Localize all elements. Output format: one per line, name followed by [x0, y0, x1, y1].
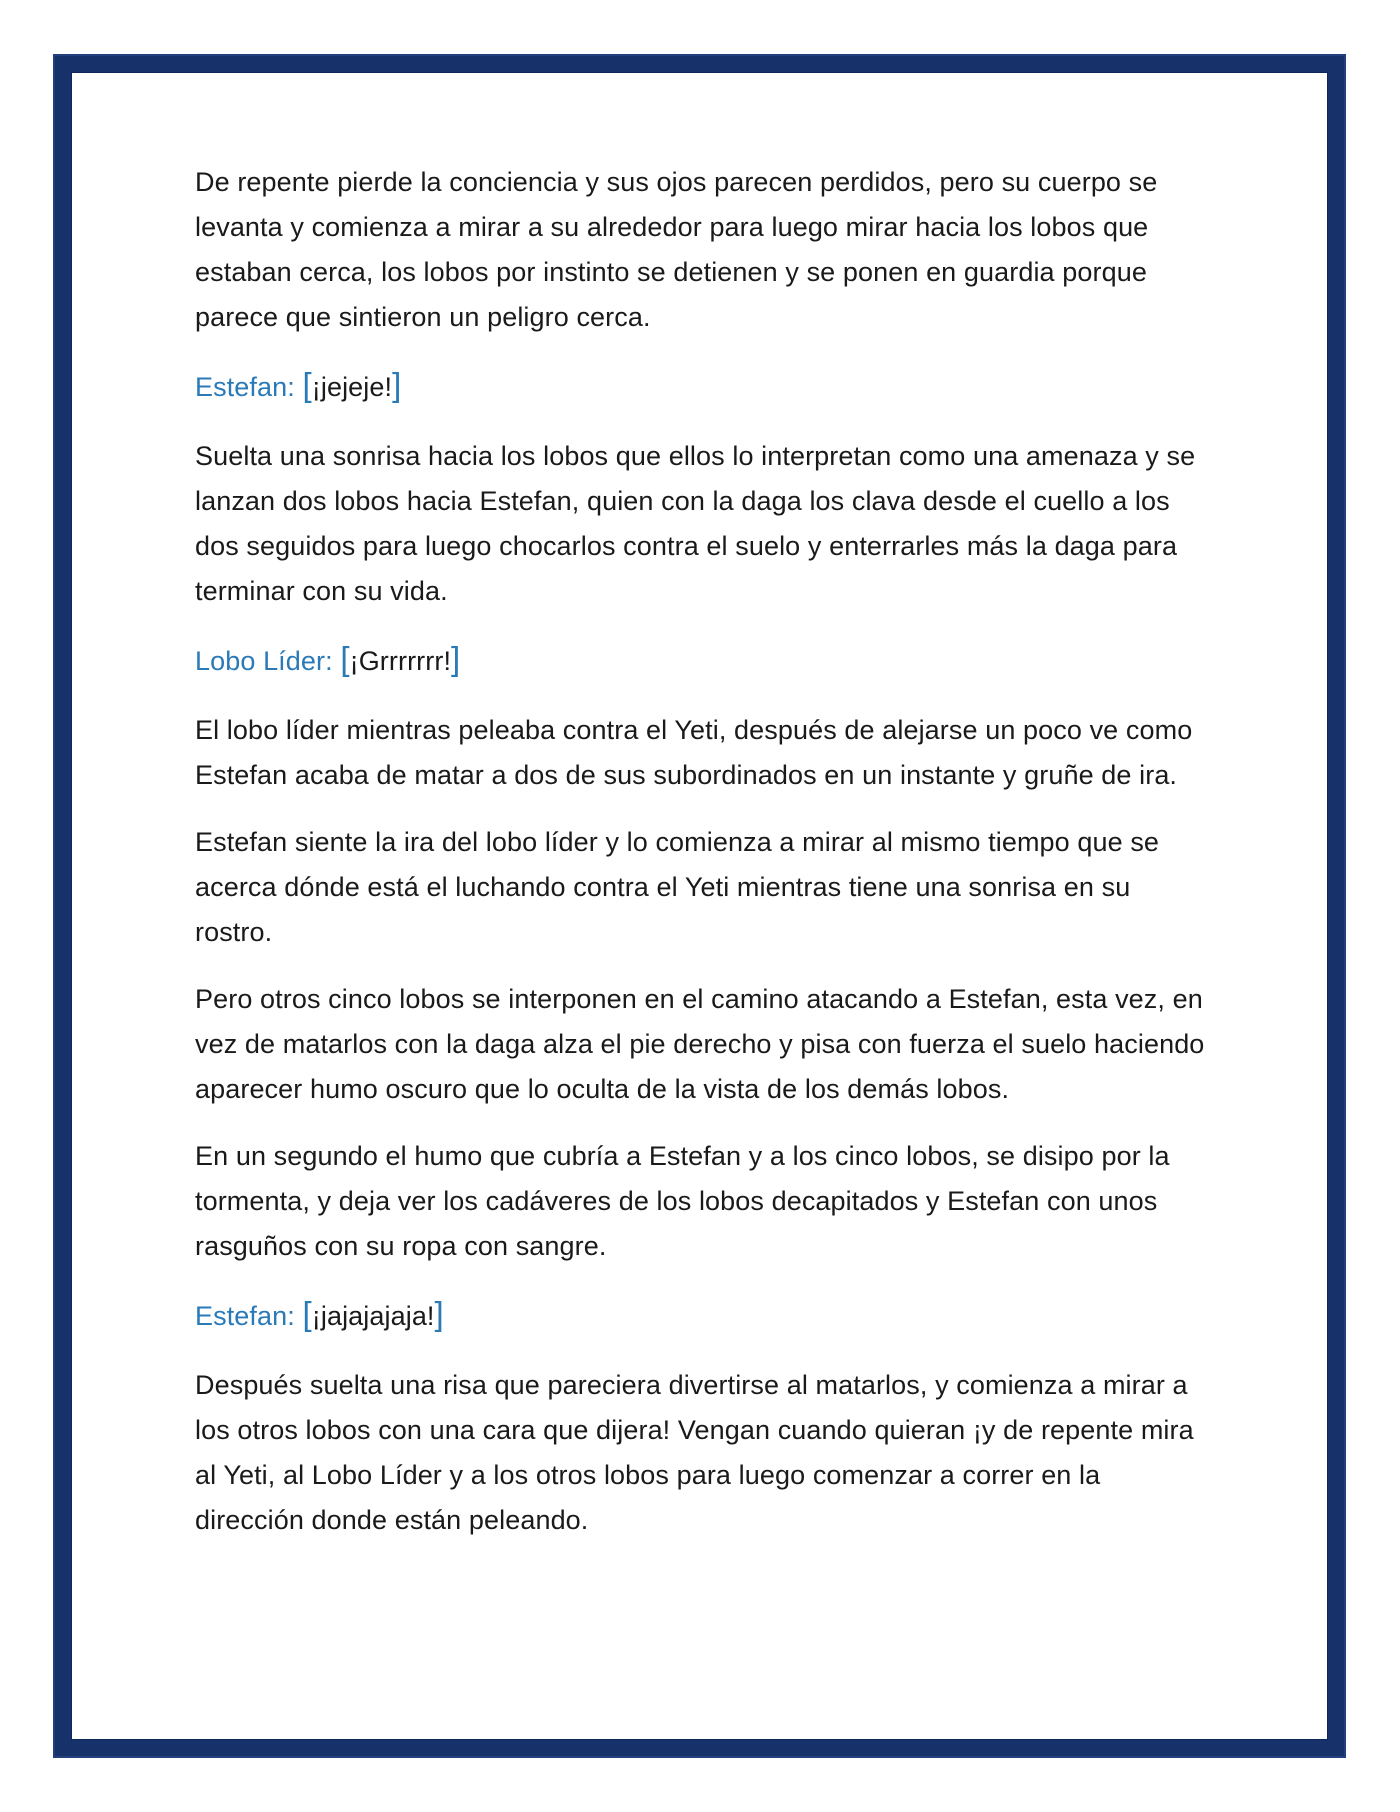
speaker-name: Estefan: [195, 372, 295, 402]
narration-paragraph: De repente pierde la conciencia y sus ojos parecen perdidos, pero su cuerpo se levanta y comienza a mirar a su alrededor para luego mirar hacia los lobos que estaban cerca, los lobos por instinto se detienen y se ponen en guardia porque parece que sintieron un peligro cerca. [195, 167, 1158, 332]
open-bracket: [ [302, 1295, 312, 1332]
dialogue-line [195, 362, 1205, 410]
close-bracket: ] [451, 640, 461, 677]
dialogue-text: ¡jajajajaja! [311, 1301, 435, 1331]
dialogue-text: ¡Grrrrrrr! [349, 646, 452, 676]
speaker-name: Estefan: [195, 1301, 295, 1331]
open-bracket: [ [302, 366, 312, 403]
dialogue-line [195, 636, 1205, 684]
dialogue-text: ¡jejeje! [311, 372, 393, 402]
speaker-name: Lobo Líder: [195, 646, 333, 676]
close-bracket: ] [434, 1295, 444, 1332]
open-bracket: [ [340, 640, 350, 677]
narration-paragraph: Estefan siente la ira del lobo líder y lo comienza a mirar al mismo tiempo que se acerca dónde está el luchando contra el Yeti mientras tiene una sonrisa en su rostro. [195, 827, 1160, 947]
dialogue-line [195, 1291, 1205, 1339]
narration-paragraph: Pero otros cinco lobos se interponen en el camino atacando a Estefan, esta vez, en vez de matarlos con la daga alza el pie derecho y pisa con fuerza el suelo haciendo aparecer humo oscuro que lo oculta de la vista de los demás lobos. [195, 984, 1205, 1104]
narration-paragraph: En un segundo el humo que cubría a Estefan y a los cinco lobos, se disipo por la tormenta, y deja ver los cadáveres de los lobos decapitados y Estefan con unos rasguños con su ropa con sangre. [195, 1141, 1170, 1261]
narration-paragraph: Suelta una sonrisa hacia los lobos que ellos lo interpretan como una amenaza y se lanzan dos lobos hacia Estefan, quien con la daga los clava desde el cuello a los dos seguidos para luego chocarlos contra el suelo y enterrarles más la daga para terminar con su vida. [195, 441, 1196, 606]
document-body [195, 160, 1205, 1565]
close-bracket: ] [392, 366, 402, 403]
narration-paragraph: El lobo líder mientras peleaba contra el Yeti, después de alejarse un poco ve como Estefan acaba de matar a dos de sus subordinados en un instante y gruñe de ira. [195, 715, 1193, 790]
narration-paragraph: Después suelta una risa que pareciera divertirse al matarlos, y comienza a mirar a los otros lobos con una cara que dijera! Vengan cuando quieran ¡y de repente mira al Yeti, al Lobo Líder y a los otros lobos para luego comenzar a correr en la dirección donde están peleando. [195, 1370, 1194, 1535]
